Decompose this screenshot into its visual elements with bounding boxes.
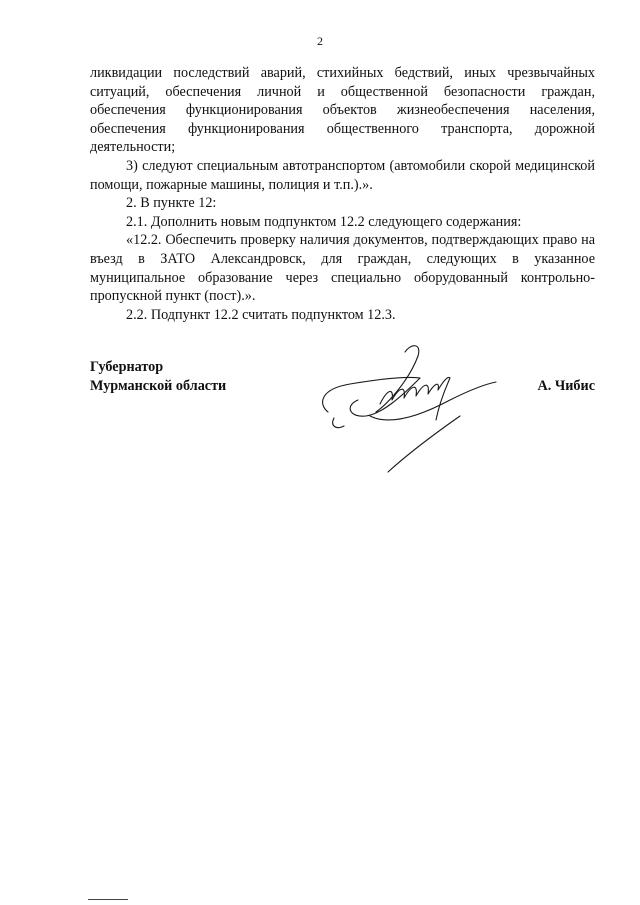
body-paragraph: «12.2. Обеспечить проверку наличия документов, подтверждающих право на въезд в ЗАТО Александровск, для граждан, следующих в указанное муниципальное образование через специально оборудованный контрольно-пропускной пункт (пост).». (90, 232, 595, 305)
body-paragraph: 2.2. Подпункт 12.2 считать подпунктом 12.3. (126, 306, 396, 323)
document-body (90, 64, 595, 324)
signer-name: А. Чибис (537, 377, 595, 394)
body-paragraph: 2.1. Дополнить новым подпунктом 12.2 следующего содержания: (126, 213, 522, 230)
signature-block (90, 358, 595, 498)
handwritten-signature (310, 334, 510, 484)
body-paragraph: 2. В пункте 12: (126, 195, 217, 212)
body-paragraph: 3) следуют специальным автотранспортом (автомобили скорой медицинской помощи, пожарные машины, полиция и т.п.).». (90, 157, 595, 193)
footer-scan-mark (88, 898, 148, 901)
page-number: 2 (317, 34, 323, 48)
body-paragraph: ликвидации последствий аварий, стихийных бедствий, иных чрезвычайных ситуаций, обеспечения личной и общественной безопасности граждан, обеспечения функционирования объектов жизнеобеспечения населения, обеспечения функционирования общественного транспорта, дорожной деятельности; (90, 65, 595, 156)
signer-title-line2: Мурманской области (90, 377, 227, 394)
signer-title (90, 358, 226, 395)
signer-title-line1: Губернатор (90, 359, 164, 375)
